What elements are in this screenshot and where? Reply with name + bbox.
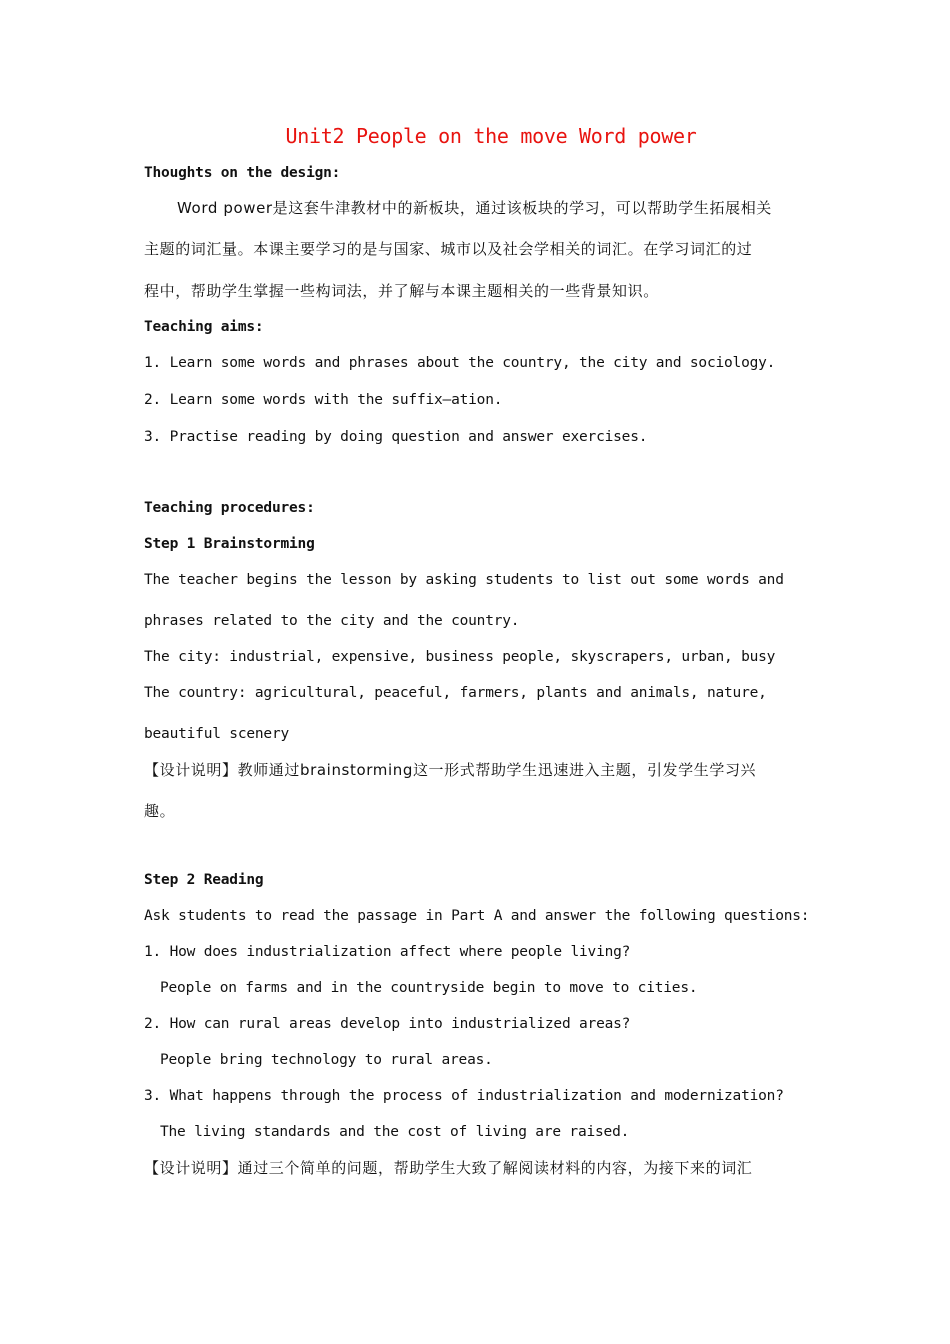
step2-question-2: 2. How can rural areas develop into industrialized areas? [144, 1016, 631, 1032]
thoughts-heading: Thoughts on the design: [144, 165, 341, 181]
step2-design-note-line-1: 【设计说明】通过三个简单的问题，帮助学生大致了解阅读材料的内容，为接下来的词汇 [144, 1159, 753, 1177]
thoughts-paragraph-line-1: Word power是这套牛津教材中的新板块，通过该板块的学习，可以帮助学生拓展相关 [177, 199, 772, 217]
aims-item-3: 3. Practise reading by doing question and answer exercises. [144, 429, 648, 445]
aims-item-1: 1. Learn some words and phrases about the country, the city and sociology. [144, 355, 776, 371]
step1-city-words: The city: industrial, expensive, business people, skyscrapers, urban, busy [144, 649, 776, 665]
step2-question-3: 3. What happens through the process of industrialization and modernization? [144, 1088, 784, 1104]
page-title: Unit2 People on the move Word power [285, 124, 697, 148]
aims-item-2: 2. Learn some words with the suffix–ation. [144, 392, 503, 408]
thoughts-paragraph-line-2: 主题的词汇量。本课主要学习的是与国家、城市以及社会学相关的词汇。在学习词汇的过 [144, 240, 753, 258]
step1-country-words-line-1: The country: agricultural, peaceful, farmers, plants and animals, nature, [144, 685, 767, 701]
thoughts-paragraph-line-3: 程中，帮助学生掌握一些构词法，并了解与本课主题相关的一些背景知识。 [144, 282, 659, 300]
step2-question-1: 1. How does industrialization affect where people living? [144, 944, 631, 960]
step1-country-words-line-2: beautiful scenery [144, 726, 290, 742]
aims-heading: Teaching aims: [144, 319, 264, 335]
procedures-heading: Teaching procedures: [144, 500, 315, 516]
step2-answer-1: People on farms and in the countryside begin to move to cities. [160, 980, 698, 996]
step1-intro-line-2: phrases related to the city and the country. [144, 613, 520, 629]
step1-design-note-line-1: 【设计说明】教师通过brainstorming这一形式帮助学生迅速进入主题，引发学生学习兴 [144, 761, 757, 779]
step1-design-note-line-2: 趣。 [144, 802, 176, 820]
step2-heading: Step 2 Reading [144, 872, 264, 888]
step2-intro: Ask students to read the passage in Part A and answer the following questions: [144, 908, 810, 924]
step1-intro-line-1: The teacher begins the lesson by asking students to list out some words and [144, 572, 784, 588]
step2-answer-2: People bring technology to rural areas. [160, 1052, 493, 1068]
step1-heading: Step 1 Brainstorming [144, 536, 315, 552]
step2-answer-3: The living standards and the cost of living are raised. [160, 1124, 630, 1140]
